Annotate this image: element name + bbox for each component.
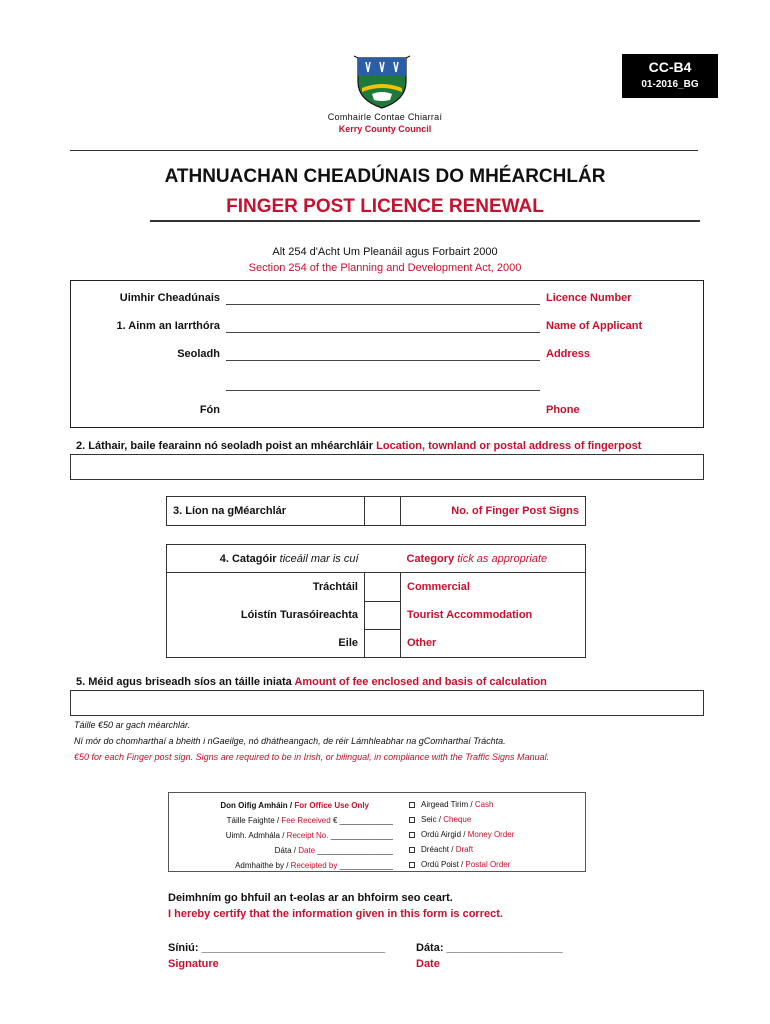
office-receipted-row [169, 861, 393, 870]
office-use-heading-irish: Don Oifig Amháin / [220, 801, 293, 810]
act-reference-irish: Alt 254 d'Acht Um Pleanáil agus Forbairt 2000 [272, 246, 498, 258]
location-question-irish: 2. Láthair, baile fearainn nó seoladh poist an mhéarchláir [76, 440, 374, 452]
office-fee-received-irish: Táille Faighte / [226, 816, 280, 825]
category-tourist-checkbox[interactable] [365, 601, 401, 629]
applicant-name-label-english: Name of Applicant [546, 320, 643, 332]
address-field-line-2[interactable] [226, 390, 540, 391]
council-name-english: Kerry County Council [338, 124, 432, 134]
office-date-irish: Dáta / [274, 846, 296, 855]
office-fee-received-blank[interactable]: € ____________ [332, 816, 393, 825]
licence-number-label-english: Licence Number [546, 292, 632, 304]
form-code-badge [622, 54, 718, 98]
fee-question-irish: 5. Méid agus briseadh síos an táille iniata [76, 676, 292, 688]
office-date-english: Date [298, 846, 316, 855]
office-receipted-english: Receipted by [290, 861, 338, 870]
category-heading-spacer [365, 545, 401, 573]
category-table [166, 544, 586, 658]
signature-field[interactable]: Síniú: ______________________________ [168, 942, 386, 954]
header-divider [70, 150, 698, 151]
payment-money-order-english: Money Order [467, 830, 515, 839]
office-date-blank[interactable]: _________________ [317, 846, 393, 855]
office-receipted-blank[interactable]: ____________ [339, 861, 393, 870]
office-use-heading [169, 801, 369, 810]
payment-postal-order-row [409, 860, 510, 869]
payment-postal-order-english: Postal Order [465, 860, 511, 869]
title-divider [150, 220, 700, 222]
payment-cheque-english: Cheque [443, 815, 472, 824]
category-tourist-english: Tourist Accommodation [401, 601, 586, 629]
fee-question-english: Amount of fee enclosed and basis of calculation [294, 676, 547, 688]
title-irish: ATHNUACHAN CHEADÚNAIS DO MHÉARCHLÁR [164, 166, 606, 187]
finger-post-count-label-english: No. of Finger Post Signs [401, 497, 586, 526]
category-other-english: Other [401, 629, 586, 657]
fee-note-irish-1: Táille €50 ar gach méarchlár. [74, 720, 191, 730]
payment-cash-english: Cash [474, 800, 494, 809]
finger-post-count-input[interactable] [365, 497, 401, 526]
category-other-checkbox[interactable] [365, 629, 401, 657]
office-date-row [169, 846, 393, 855]
location-question [76, 440, 641, 452]
category-heading-english [401, 545, 586, 573]
location-question-english: Location, townland or postal address of fingerpost [376, 440, 642, 452]
payment-money-order-row [409, 830, 514, 839]
address-label-irish: Seoladh [177, 348, 220, 360]
kerry-crest-logo [352, 52, 412, 110]
payment-cash-irish: Airgead Tirim / [421, 800, 473, 809]
category-label-english: Category [406, 552, 455, 565]
finger-post-count-table [166, 496, 586, 526]
office-receipt-blank[interactable]: ______________ [330, 831, 393, 840]
title-english: FINGER POST LICENCE RENEWAL [226, 196, 544, 217]
category-hint-english: tick as appropriate [457, 552, 548, 565]
payment-cheque-irish: Seic / [421, 815, 442, 824]
date-label-english: Date [416, 958, 440, 970]
payment-cheque-row [409, 815, 471, 824]
fee-note-english: €50 for each Finger post sign. Signs are required to be in Irish, or bilingual, in compliance with the Traffic Signs Manual. [74, 752, 550, 762]
payment-cash-checkbox[interactable] [409, 802, 415, 808]
licence-number-label-irish: Uimhir Cheadúnais [119, 292, 220, 304]
council-name-irish: Comhairle Contae Chiarraí [327, 112, 443, 122]
licence-number-field[interactable] [226, 304, 540, 305]
office-fee-received-row [169, 816, 393, 825]
payment-draft-irish: Dréacht / [421, 845, 454, 854]
form-code: CC-B4 [648, 59, 692, 75]
payment-postal-order-irish: Ordú Poist / [421, 860, 464, 869]
certification-english: I hereby certify that the information given in this form is correct. [168, 908, 503, 920]
phone-label-english: Phone [546, 404, 580, 416]
address-field-line-1[interactable] [226, 360, 540, 361]
office-fee-received-english: Fee Received [281, 816, 331, 825]
category-other-irish: Eile [167, 629, 365, 657]
category-commercial-checkbox[interactable] [365, 573, 401, 601]
act-reference-english: Section 254 of the Planning and Development Act, 2000 [248, 262, 522, 274]
office-use-box [168, 792, 586, 872]
payment-draft-row [409, 845, 473, 854]
category-commercial-irish: Tráchtáil [167, 573, 365, 601]
category-heading-irish [167, 545, 365, 573]
office-receipt-row [169, 831, 393, 840]
office-receipt-english: Receipt No. [286, 831, 329, 840]
signature-label-english: Signature [168, 958, 219, 970]
phone-label-irish: Fón [199, 404, 220, 416]
payment-cash-row [409, 800, 494, 809]
office-receipt-irish: Uimh. Admhála / [225, 831, 285, 840]
fee-question [76, 676, 547, 688]
payment-postal-order-checkbox[interactable] [409, 862, 415, 868]
payment-money-order-irish: Ordú Airgid / [421, 830, 466, 839]
category-label-irish: 4. Catagóir [219, 552, 277, 565]
payment-money-order-checkbox[interactable] [409, 832, 415, 838]
form-version: 01-2016_BG [641, 79, 699, 90]
office-use-heading-english: For Office Use Only [294, 801, 369, 810]
applicant-name-label-irish: 1. Ainm an Iarrthóra [116, 320, 220, 332]
fee-input-box[interactable] [70, 690, 704, 716]
payment-draft-checkbox[interactable] [409, 847, 415, 853]
category-hint-irish: ticeáil mar is cuí [279, 552, 359, 565]
finger-post-count-label-irish: 3. Líon na gMéarchlár [167, 497, 365, 526]
certification-irish: Deimhním go bhfuil an t-eolas ar an bhfoirm seo ceart. [168, 892, 453, 904]
payment-draft-english: Draft [455, 845, 474, 854]
location-input-box[interactable] [70, 454, 704, 480]
payment-cheque-checkbox[interactable] [409, 817, 415, 823]
date-field[interactable]: Dáta: ___________________ [416, 942, 563, 954]
category-tourist-irish: Lóistín Turasóireachta [167, 601, 365, 629]
address-label-english: Address [546, 348, 591, 360]
office-receipted-irish: Admhaithe by / [235, 861, 289, 870]
applicant-name-field[interactable] [226, 332, 540, 333]
fee-note-irish-2: Ní mór do chomharthaí a bheith i nGaeilge, nó dhátheangach, de réir Lámhleabhar na gComharthaí Tráchta. [74, 736, 506, 746]
category-commercial-english: Commercial [401, 573, 586, 601]
